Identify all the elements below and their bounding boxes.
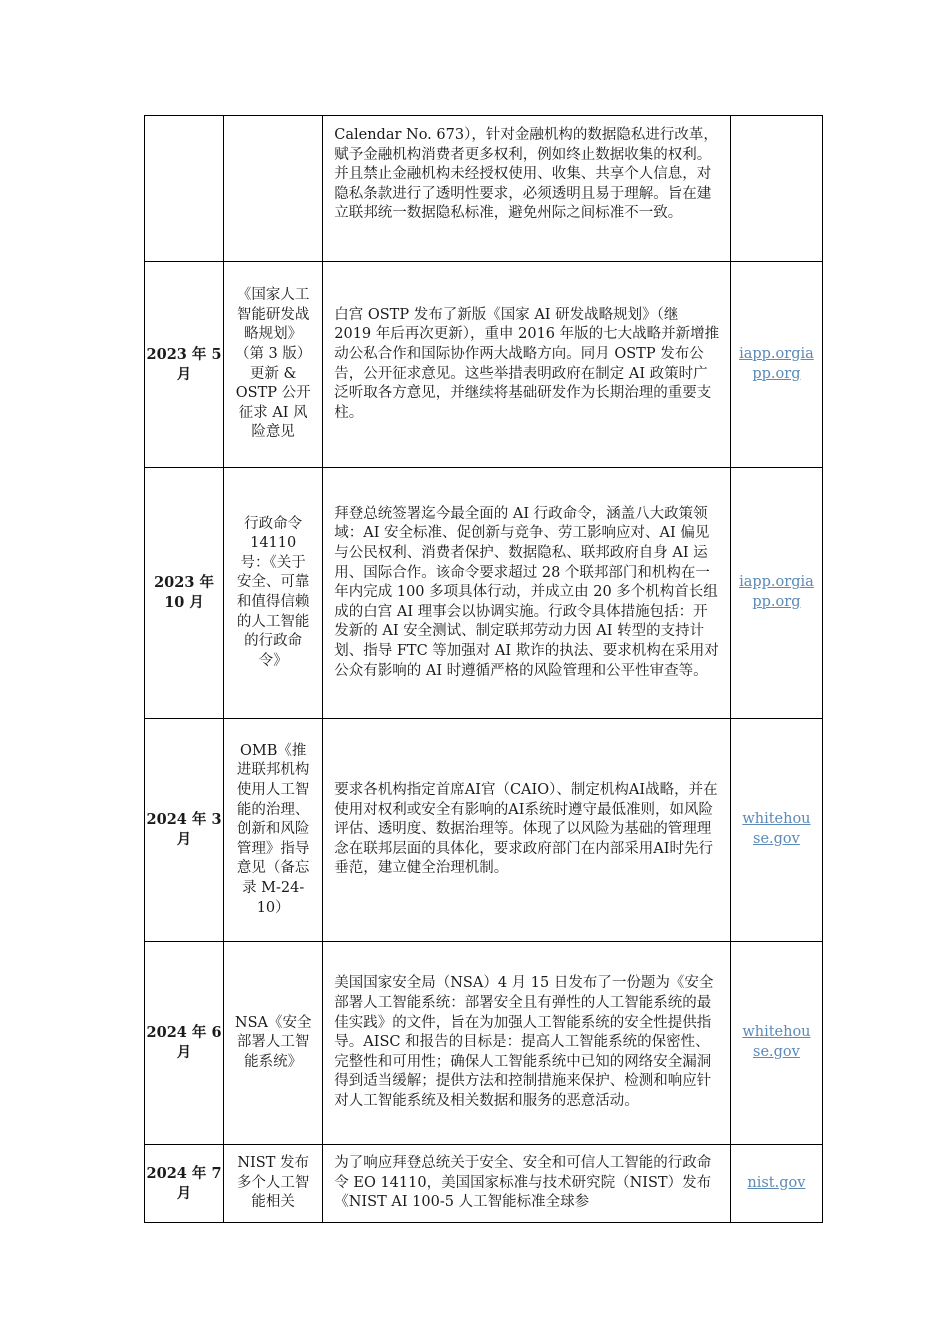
description-cell [323, 116, 731, 262]
date-text: 2023 年 10 月 [154, 574, 214, 611]
policy-name-text: OMB《推进联邦机构使用人工智能的治理、创新和风险管理》指导意见（备忘录 M-24-10） [236, 742, 310, 916]
date-text: 2023 年 5 月 [146, 345, 222, 383]
source-cell [730, 116, 822, 262]
policy-name-cell [224, 1145, 323, 1223]
date-cell [145, 1145, 224, 1223]
policy-name-text: NIST 发布多个人工智能相关 [236, 1155, 310, 1211]
policy-name-text: 行政命令 14110 号：《关于安全、可靠和值得信赖的人工智能的行政命令》 [236, 515, 310, 669]
description-cell [323, 1145, 731, 1223]
date-text: 2024 年 6 月 [146, 1024, 222, 1061]
description-text: 要求各机构指定首席AI官（CAIO）、制定机构AI战略，并在使用对权利或安全有影响的AI系统时遵守最低准则，如风险评估、透明度、数据治理等。体现了以风险为基础的管理理念在联邦层面的具体化，要求政府部门在内部采用AI时先行垂范，建立健全治理机制。 [334, 782, 718, 877]
description-cell [323, 719, 731, 942]
description-cell [323, 262, 731, 468]
description-text: 美国国家安全局（NSA）4 月 15 日发布了一份题为《安全部署人工智能系统：部署安全且有弹性的人工智能系统的最佳实践》的文件，旨在为加强人工智能系统的安全性提供指导。AISC 和报告的目标是：提高人工智能系统的保密性、完整性和可用性；确保人工智能系统中已知的网络安全漏洞得到适当缓解；提供方法和控制措施来保护、检测和响应针对人工智能系统及相关数据和服务的恶意活动。 [334, 975, 714, 1109]
source-cell [730, 719, 822, 942]
table-row [145, 262, 823, 468]
source-link[interactable]: iapp.orgiapp.org [739, 345, 814, 382]
date-cell [145, 116, 224, 262]
source-cell [730, 468, 822, 719]
table-row [145, 719, 823, 942]
date-cell [145, 262, 224, 468]
source-cell [730, 1145, 822, 1223]
table-row [145, 942, 823, 1145]
table-row [145, 468, 823, 719]
description-cell [323, 468, 731, 719]
policy-name-cell [224, 719, 323, 942]
date-cell [145, 468, 224, 719]
date-cell [145, 942, 224, 1145]
description-cell [323, 942, 731, 1145]
policy-timeline-table [144, 115, 823, 1223]
source-link[interactable]: nist.gov [747, 1174, 806, 1191]
source-cell [730, 262, 822, 468]
policy-name-cell [224, 262, 323, 468]
source-link[interactable]: whitehouse.gov [742, 811, 811, 847]
description-text: 拜登总统签署迄今最全面的 AI 行政命令，涵盖八大政策领域：AI 安全标准、促创新与竞争、劳工影响应对、AI 偏见与公民权利、消费者保护、数据隐私、联邦政府自身 AI 运用、国际合作。该命令要求超过 28 个联邦部门和机构在一年内完成 100 多项具体行动，并成立由 20 多个机构首长组成的白宫 AI 理事会以协调实施。行政令具体措施包括：开发新的 AI 安全测试、制定联邦劳动力因 AI 转型的支持计划、指导 FTC 等加强对 AI 欺诈的执法、要求机构在采用对公众有影响的 AI 时遵循严格的风险管理和公平性审查等。 [334, 505, 719, 679]
policy-name-cell [224, 116, 323, 262]
policy-name-text: 《国家人工智能研发战略规划》（第 3 版）更新 & OSTP 公开征求 AI 风险意见 [234, 287, 312, 441]
date-cell [145, 719, 224, 942]
description-text: 为了响应拜登总统关于安全、安全和可信人工智能的行政命令 EO 14110，美国国家标准与技术研究院（NIST）发布《NIST AI 100-5 人工智能标准全球参 [334, 1155, 712, 1211]
table-row [145, 116, 823, 262]
policy-name-text: NSA《安全部署人工智能系统》 [234, 1014, 312, 1070]
source-link[interactable]: iapp.orgiapp.org [739, 574, 814, 610]
description-text: 白宫 OSTP 发布了新版《国家 AI 研发战略规划》（继 2019 年后再次更新），重申 2016 年版的七大战略并新增推动公私合作和国际协作两大战略方向。同月 OSTP 发布公告，公开征求意见。这些举措表明政府在制定 AI 政策时广泛听取各方意见，并继续将基础研发作为长期治理的重要支柱。 [334, 306, 720, 421]
source-cell [730, 942, 822, 1145]
policy-name-cell [224, 468, 323, 719]
date-text: 2024 年 7 月 [146, 1164, 222, 1202]
description-text: Calendar No. 673），针对金融机构的数据隐私进行改革，赋予金融机构消费者更多权利，例如终止数据收集的权利。并且禁止金融机构未经授权使用、收集、共享个人信息，对隐私条款进行了透明性要求，必须透明且易于理解。旨在建立联邦统一数据隐私标准，避免州际之间标准不一致。 [334, 127, 718, 222]
source-link[interactable]: whitehouse.gov [742, 1024, 811, 1060]
policy-name-cell [224, 942, 323, 1145]
date-text: 2024 年 3 月 [146, 811, 222, 848]
table-row [145, 1145, 823, 1223]
